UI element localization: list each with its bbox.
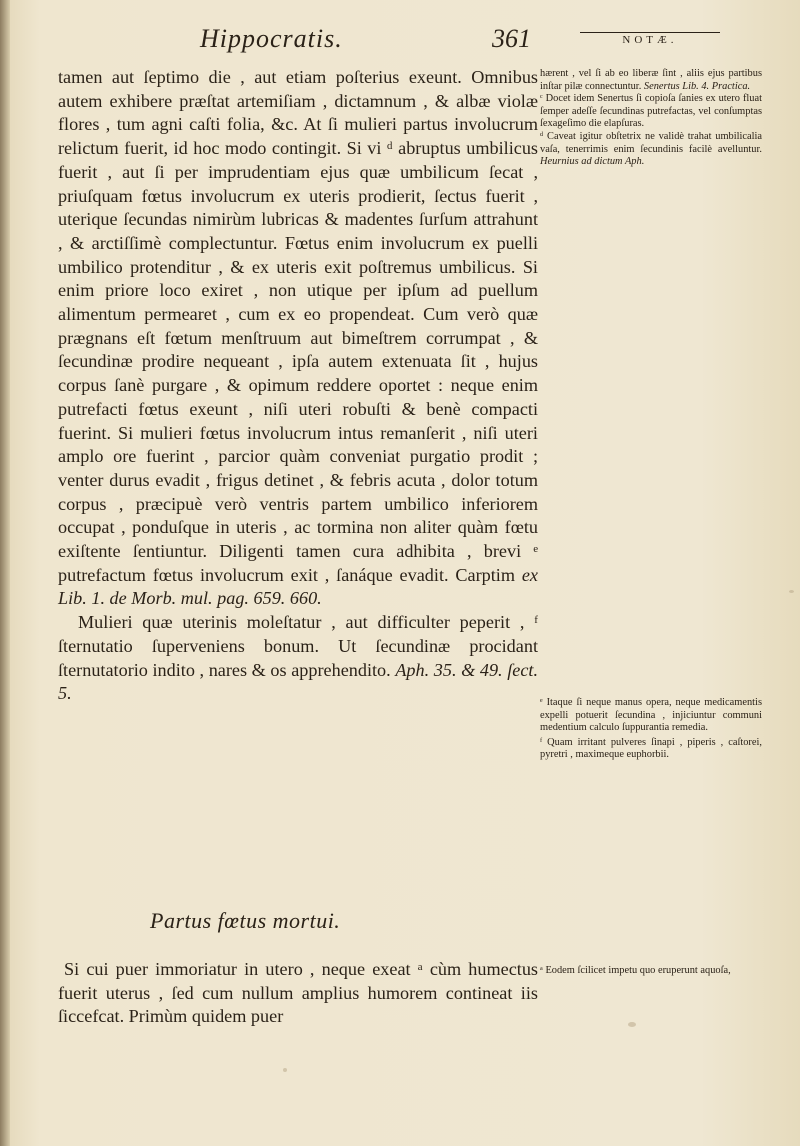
book-gutter	[0, 0, 10, 1146]
paper-stain	[628, 1022, 636, 1027]
page-number: 361	[492, 24, 531, 53]
citation: Aph. 35. & 49. ſect. 5.	[58, 659, 538, 704]
main-paragraph-1	[58, 66, 538, 611]
note-citation: Senertus Lib. 4. Practica.	[643, 80, 751, 92]
main-text-column-2	[58, 958, 538, 1029]
page-header	[60, 18, 790, 62]
note-text: hærent , vel ſi ab eo liberæ ſint , aliis ejus partibus inſtar pilæ connectuntur.	[540, 68, 762, 92]
notes-label: NOTÆ.	[580, 32, 720, 46]
note-text: ᵈ Caveat igitur obſtetrix ne validè trahat umbilicalia vaſa, tenerrimis enim ſecundinis facilè avelluntur.	[540, 130, 762, 155]
main-paragraph-3	[58, 958, 538, 1029]
paragraph-text: Si cui puer immoriatur in utero , neque exeat ᵃ cùm humectus fuerit uterus , ſed cum nullum amplius humorem contineat iis ſiccefcat. Primùm quidem puer	[58, 959, 538, 1027]
note-f	[540, 737, 762, 762]
note-d	[540, 131, 762, 169]
note-text: ᶜ Docet idem Senertus ſi copioſa ſanies ex utero fluat ſemper adeſſe ſecundinas putrefactas, vel conſumptas ſexageſimo die elapſuras.	[540, 93, 762, 130]
note-text: ᵃ Eodem ſcilicet impetu quo eruperunt aquoſa,	[540, 965, 731, 976]
margin-notes-bottom	[540, 965, 762, 978]
main-text-column	[58, 66, 538, 706]
running-title: Hippocratis.	[200, 24, 343, 53]
margin-notes-middle	[540, 697, 762, 762]
paper-stain	[789, 590, 794, 593]
note-a	[540, 965, 762, 978]
note-text: ᵉ Itaque ſi neque manus opera, neque medicamentis expelli potuerit ſecundina , injiciuntur communi medentium calculo ſuppurantia remedia.	[540, 697, 762, 734]
citation: ex Lib. 1. de Morb. mul. pag. 659. 660.	[58, 564, 538, 609]
section-heading: Partus fœtus mortui.	[150, 908, 341, 933]
note-e	[540, 697, 762, 735]
note-continuation	[540, 68, 762, 93]
paper-stain	[283, 1068, 287, 1072]
note-c	[540, 93, 762, 131]
note-text: ᶠ Quam irritant pulveres ſinapi , piperis , caſtorei, pyretri , maximeque euphorbii.	[540, 736, 762, 761]
margin-notes-top	[540, 68, 762, 169]
paragraph-text: Mulieri quæ uterinis moleſtatur , aut difficulter peperit , ᶠ ſternutatio ſuperveniens bonum. Ut ſecundinæ procidant ſternutatorio indito , nares & os apprehendito.	[58, 612, 538, 680]
note-citation: Heurnius ad dictum Aph.	[540, 156, 645, 168]
main-paragraph-2	[58, 611, 538, 706]
paragraph-text: tamen aut ſeptimo die , aut etiam poſterius exeunt. Omnibus autem exhibere præſtat artemiſiam , dictamnum , & albæ violæ flores , tum agni caſti folia, &c. At ſi mulieri partus involucrum relictum fuerit, id hoc modo contingit. Si vi ᵈ abruptus umbilicus fuerit , aut ſi per imprudentiam ejus quæ umbilicum ſecat , priuſquam fœtus involucrum ex uteris prodierit, ſectus fuerit , uterique ſecundas nimirùm lubricas & madentes ſurſum attrahunt , & arctiſſimè complectuntur. Fœtus enim involucrum ex puelli umbilico protenditur , & ex uteris exit poſtremus umbilicus. Si enim priore loco exiret , non utique per ipſum ad puellum alimentum permearet , cum ex eo propendeat. Cum verò quæ prægnans eſt fœtum menſtruum aut bimeſtrem corrumpat , & ſecundinæ prodire nequeant , ipſa autem extenuata ſit , hujus corpus ſanè purgare , & opimum reddere oportet : neque enim putrefacti fœtus exeunt , niſi uteri robuſti & benè compacti fuerint. Si mulieri fœtus involucrum intus remanſerit , niſi uteri amplo ore fuerint , parcior quàm conveniat purgatio prodit ; venter durus evadit , frigus detinet , & febris acuta , dolor totum corpus , præcipuè verò ventris partem umbilico inferiorem occupat , ponduſque in uteris , ac tormina non aliter quàm fœtu exiſtente ſentiuntur. Diligenti tamen cura adhibita , brevi ᵉ putrefactum fœtus involucrum exit , ſanáque evadit. Carptim	[58, 67, 538, 585]
